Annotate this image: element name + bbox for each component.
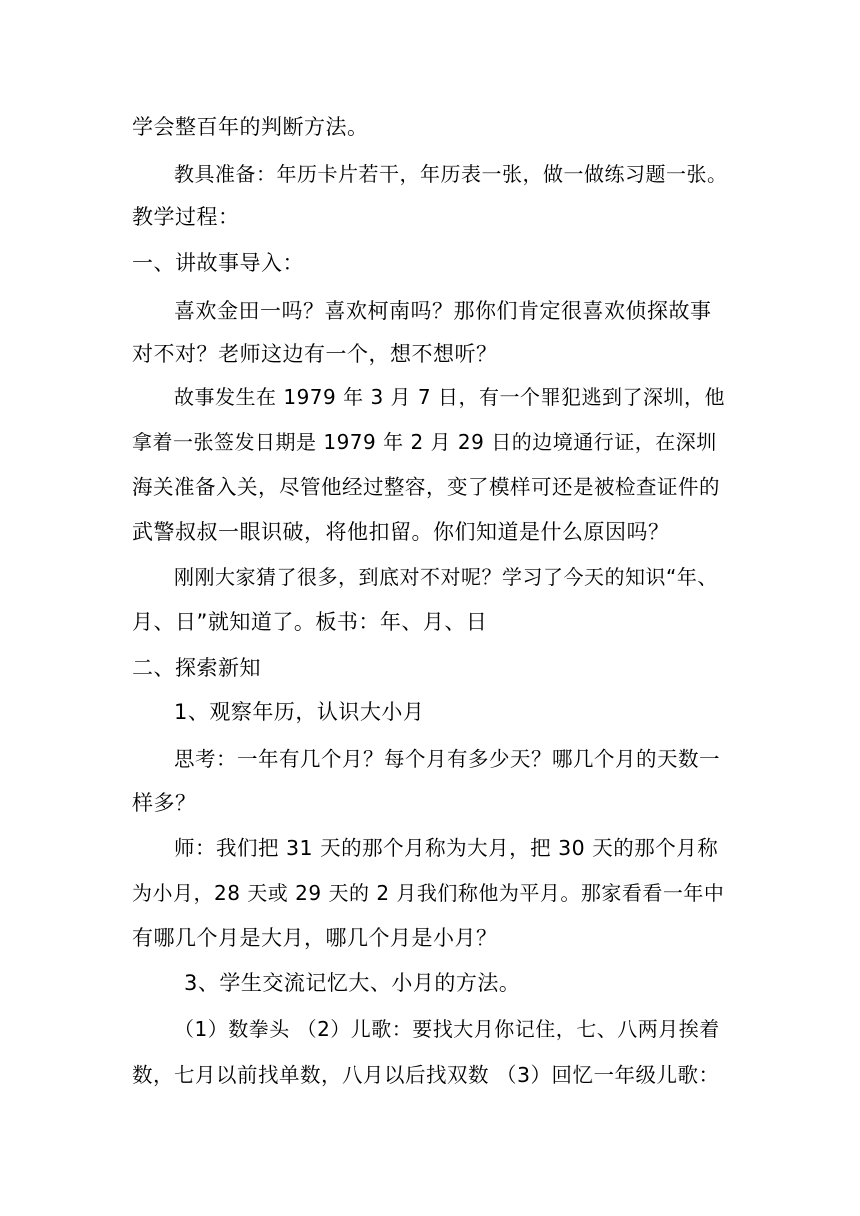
- text-line: 拿着一张签发日期是 1979 年 2 月 29 日的边境通行证，在深圳: [132, 430, 717, 454]
- subsection-heading: 3、学生交流记忆大、小月的方法。: [184, 971, 521, 995]
- subsection-heading: 1、观察年历，认识大小月: [174, 700, 425, 724]
- text-line: 月、日”就知道了。板书：年、月、日: [132, 610, 488, 634]
- text-line: 刚刚大家猜了很多，到底对不对呢？学习了今天的知识“年、: [174, 565, 718, 589]
- text-line: （1）数拳头 （2）儿歌：要找大月你记住，七、八两月挨着: [174, 1017, 720, 1041]
- text-line: 海关准备入关，尽管他经过整容，变了模样可还是被检查证件的: [132, 475, 720, 499]
- section-heading: 二、探索新知: [132, 656, 261, 680]
- text-line: 思考：一年有几个月？每个月有多少天？哪几个月的天数一: [174, 747, 720, 771]
- text-line: 对不对？老师这边有一个，想不想听？: [132, 342, 498, 366]
- text-line: 教具准备：年历卡片若干，年历表一张，做一做练习题一张。: [174, 162, 728, 186]
- text-line: 师：我们把 31 天的那个月称为大月，把 30 天的那个月称: [174, 836, 719, 860]
- text-line: 样多？: [132, 791, 197, 815]
- text-line: 数，七月以前找单数，八月以后找双数 （3）回忆一年级儿歌：: [132, 1063, 720, 1087]
- text-line: 为小月，28 天或 29 天的 2 月我们称他为平月。那家看看一年中: [132, 881, 725, 905]
- text-line: 喜欢金田一吗？喜欢柯南吗？那你们肯定很喜欢侦探故事: [174, 299, 712, 323]
- text-line: 故事发生在 1979 年 3 月 7 日，有一个罪犯逃到了深圳，他: [174, 385, 725, 409]
- text-line: 学会整百年的判断方法。: [132, 115, 369, 139]
- text-line: 武警叔叔一眼识破，将他扣留。你们知道是什么原因吗？: [132, 520, 670, 544]
- text-line: 教学过程：: [132, 205, 240, 229]
- section-heading: 一、讲故事导入：: [132, 251, 304, 275]
- text-line: 有哪几个月是大月，哪几个月是小月？: [132, 926, 498, 950]
